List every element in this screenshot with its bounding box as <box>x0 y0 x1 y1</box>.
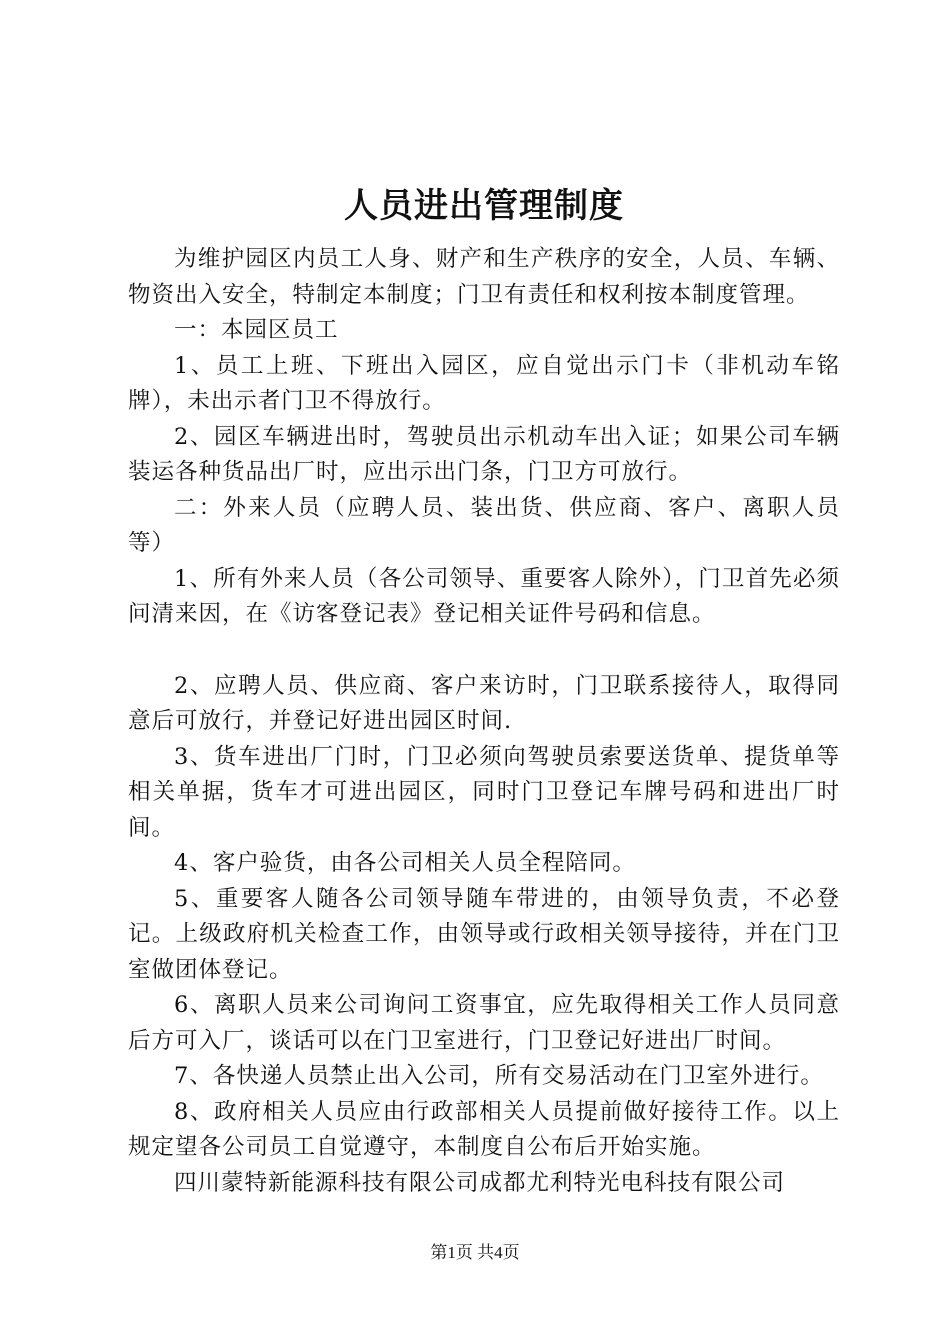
visitor-rule-7: 7、各快递人员禁止出入公司，所有交易活动在门卫室外进行。 <box>174 1063 824 1089</box>
document-title: 人员进出管理制度 <box>344 186 624 226</box>
visitor-rule-2: 2、应聘人员、供应商、客户来访时，门卫联系接待人，取得同意后可放行，并登记好进出园区时间. <box>128 672 840 734</box>
intro-paragraph: 为维护园区内员工人身、财产和生产秩序的安全，人员、车辆、物资出入安全，特制定本制度；门卫有责任和权利按本制度管理。 <box>128 246 840 308</box>
visitor-rule-4: 4、客户验货，由各公司相关人员全程陪同。 <box>174 850 636 876</box>
employee-rule-1: 1、员工上班、下班出入园区，应自觉出示门卡（非机动车铭牌），未出示者门卫不得放行。 <box>128 352 840 414</box>
employee-rule-2: 2、园区车辆进出时，驾驶员出示机动车出入证；如果公司车辆装运各种货品出厂时，应出示出门条，门卫方可放行。 <box>128 423 840 485</box>
section-heading-employees: 一：本园区员工 <box>174 317 339 343</box>
visitor-rule-5: 5、重要客人随各公司领导随车带进的，由领导负责，不必登记。上级政府机关检查工作，由领导或行政相关领导接待，并在门卫室做团体登记。 <box>128 885 840 983</box>
visitor-rule-8: 8、政府相关人员应由行政部相关人员提前做好接待工作。以上规定望各公司员工自觉遵守，本制度自公布后开始实施。 <box>128 1098 840 1160</box>
section-heading-visitors: 二：外来人员（应聘人员、装出货、供应商、客户、离职人员等） <box>128 494 840 556</box>
document-page <box>128 178 840 1201</box>
company-signature: 四川蒙特新能源科技有限公司成都尤利特光电科技有限公司 <box>174 1169 786 1196</box>
visitor-rule-3: 3、货车进出厂门时，门卫必须向驾驶员索要送货单、提货单等相关单据，货车才可进出园区，同时门卫登记车牌号码和进出厂时间。 <box>128 743 840 841</box>
visitor-rule-6: 6、离职人员来公司询问工资事宜，应先取得相关工作人员同意后方可入厂，谈话可以在门卫室进行，门卫登记好进出厂时间。 <box>128 992 840 1054</box>
visitor-rule-1: 1、所有外来人员（各公司领导、重要客人除外），门卫首先必须问清来因，在《访客登记表》登记相关证件号码和信息。 <box>128 565 840 627</box>
page-number: 第1页 共4页 <box>430 1243 520 1262</box>
